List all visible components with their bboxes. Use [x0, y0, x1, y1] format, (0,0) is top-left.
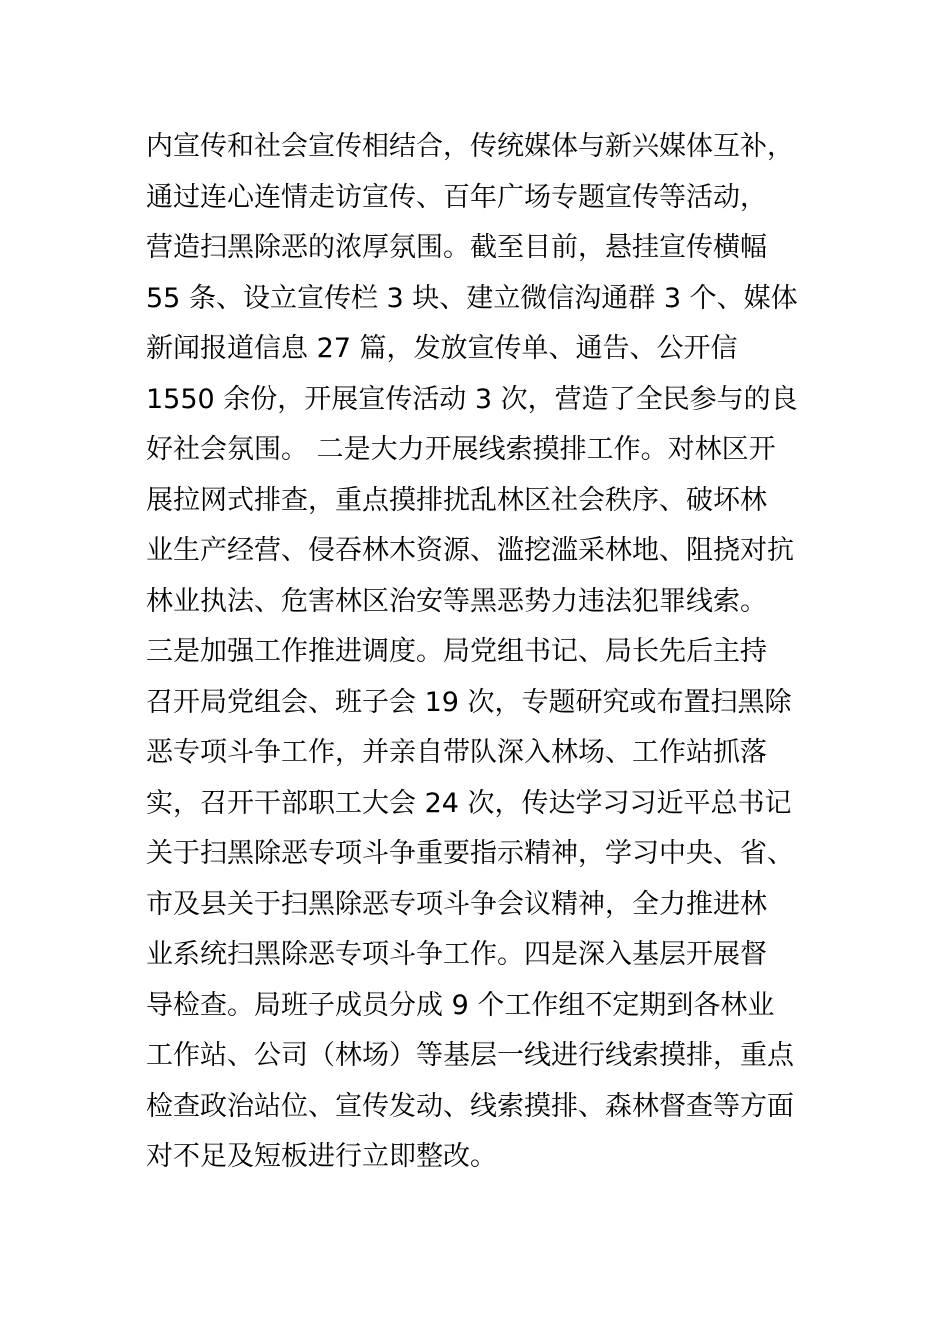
text-line: 业系统扫黑除恶专项斗争工作。四是深入基层开展督: [146, 939, 767, 970]
text-line: 营造扫黑除恶的浓厚氛围。截至目前，悬挂宣传横幅: [146, 232, 767, 263]
text-line: 工作站、公司（林场）等基层一线进行线索摸排，重点: [146, 1040, 794, 1071]
text-line: 关于扫黑除恶专项斗争重要指示精神，学习中央、省、: [146, 838, 794, 869]
text-line: 召开局党组会、班子会 19 次，专题研究或布置扫黑除: [146, 686, 792, 718]
text-line: 1550 余份，开展宣传活动 3 次，营造了全民参与的良: [146, 383, 798, 415]
text-line: 新闻报道信息 27 篇，发放宣传单、通告、公开信: [146, 333, 738, 364]
text-line: 恶专项斗争工作，并亲自带队深入林场、工作站抓落: [146, 737, 767, 768]
text-line: 检查政治站位、宣传发动、线索摸排、森林督查等方面: [146, 1090, 794, 1122]
text-line: 市及县关于扫黑除恶专项斗争会议精神，全力推进林: [146, 888, 767, 920]
body-paragraph: [146, 122, 826, 1183]
text-line: 好社会氛围。 二是大力开展线索摸排工作。对林区开: [146, 434, 776, 465]
text-line: 导检查。局班子成员分成 9 个工作组不定期到各林业: [146, 989, 775, 1021]
text-line: 内宣传和社会宣传相结合，传统媒体与新兴媒体互补，: [146, 131, 794, 162]
text-line: 55 条、设立宣传栏 3 块、建立微信沟通群 3 个、媒体: [146, 282, 798, 314]
text-line: 三是加强工作推进调度。局党组书记、局长先后主持: [146, 636, 767, 667]
text-line: 展拉网式排查，重点摸排扰乱林区社会秩序、破坏林: [146, 484, 767, 516]
text-line: 实，召开干部职工大会 24 次，传达学习习近平总书记: [146, 787, 792, 819]
text-line: 通过连心连情走访宣传、百年广场专题宣传等活动，: [146, 181, 767, 213]
text-line: 对不足及短板进行立即整改。: [146, 1141, 497, 1172]
text-line: 业生产经营、侵吞林木资源、滥挖滥采林地、阻挠对抗: [146, 535, 794, 566]
text-line: 林业执法、危害林区治安等黑恶势力违法犯罪线索。: [146, 585, 767, 617]
